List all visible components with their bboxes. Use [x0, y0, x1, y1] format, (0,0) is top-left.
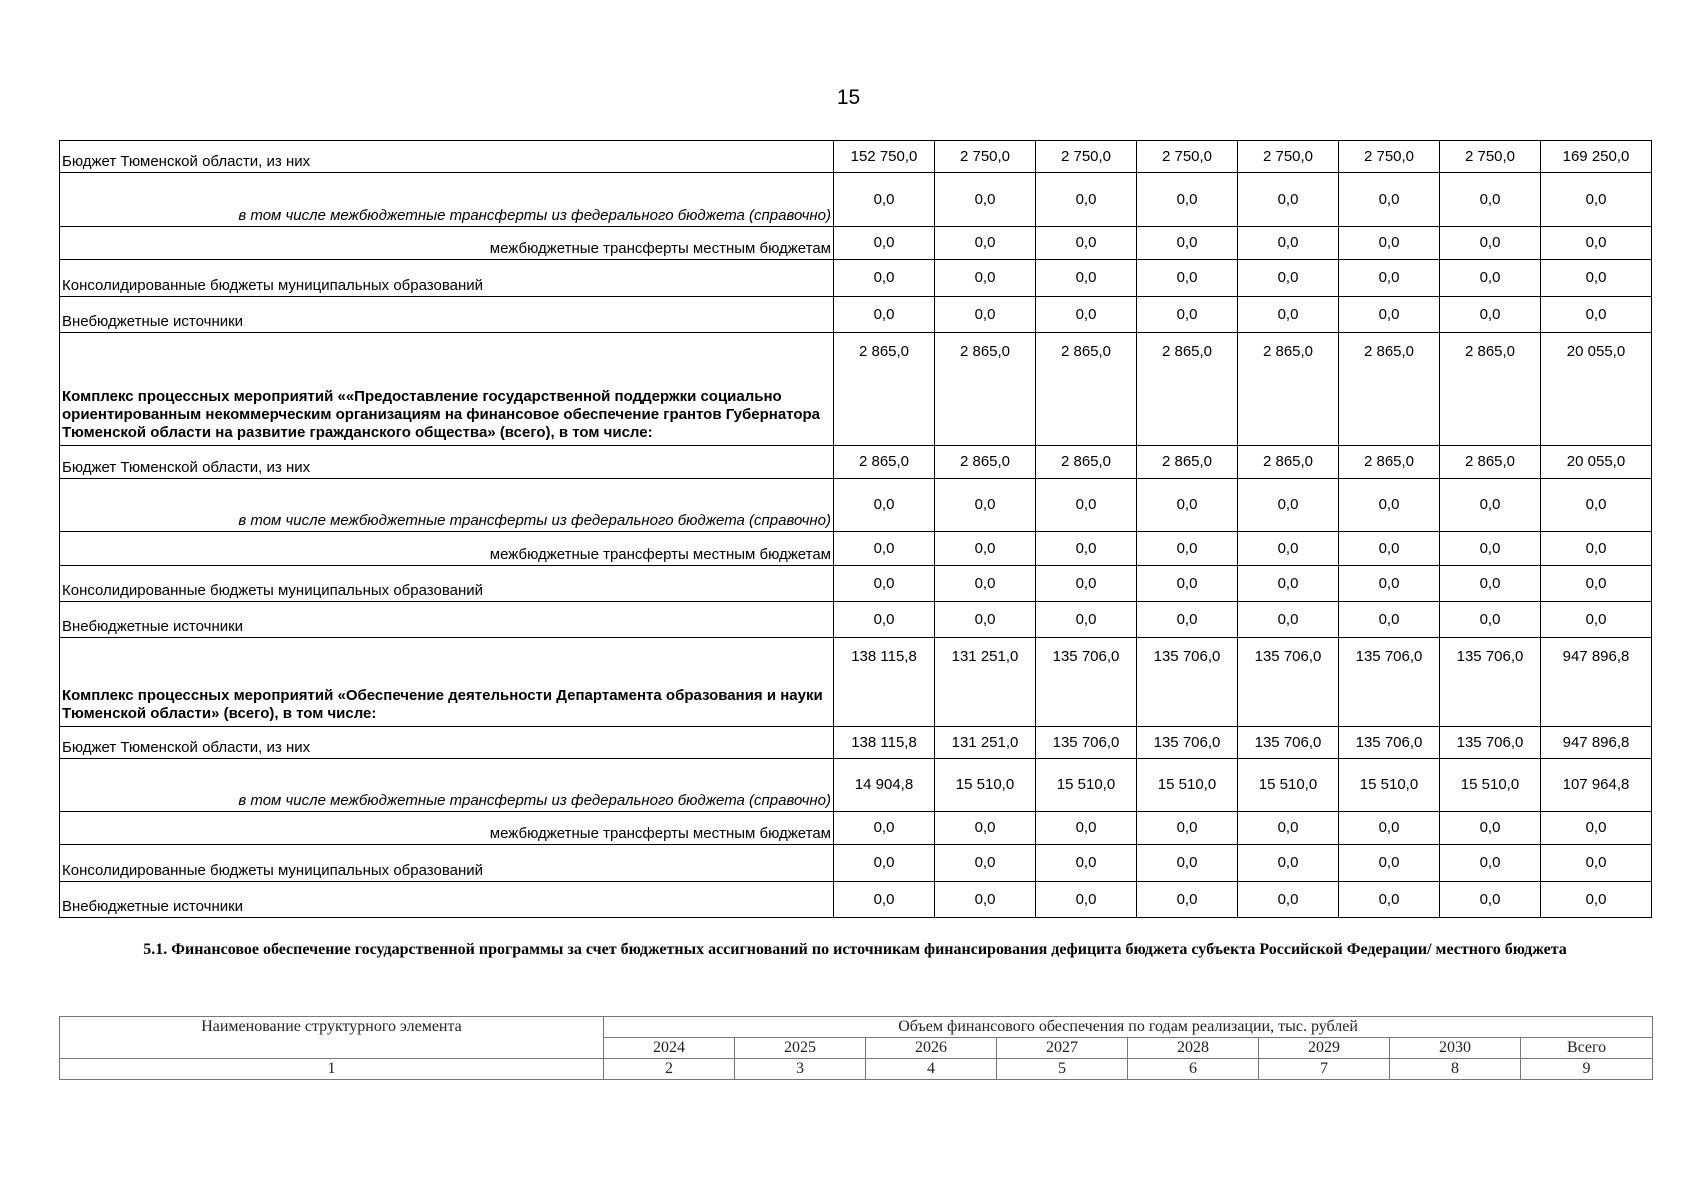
- row-year-value: 2 865,0: [1238, 333, 1339, 446]
- table-row: [60, 297, 1652, 333]
- row-year-value: 15 510,0: [1238, 759, 1339, 812]
- year-cell: 2030: [1390, 1038, 1521, 1059]
- row-year-value: 2 865,0: [1036, 446, 1137, 479]
- row-year-value: 0,0: [935, 227, 1036, 260]
- row-year-value: 0,0: [1238, 297, 1339, 333]
- table-row: [60, 532, 1652, 566]
- table-row: [60, 882, 1652, 918]
- row-year-value: 0,0: [1238, 882, 1339, 918]
- row-total-value: 947 896,8: [1541, 727, 1652, 759]
- row-year-value: 0,0: [1238, 532, 1339, 566]
- row-year-value: 0,0: [1137, 227, 1238, 260]
- row-label: Консолидированные бюджеты муниципальных образований: [60, 845, 834, 882]
- row-year-value: 0,0: [1440, 532, 1541, 566]
- row-label: в том числе межбюджетные трансферты из федерального бюджета (справочно): [60, 759, 834, 812]
- row-year-value: 0,0: [1339, 882, 1440, 918]
- row-year-value: 15 510,0: [935, 759, 1036, 812]
- table-row: [60, 227, 1652, 260]
- row-year-value: 0,0: [1036, 845, 1137, 882]
- row-year-value: 135 706,0: [1036, 727, 1137, 759]
- row-label: в том числе межбюджетные трансферты из федерального бюджета (справочно): [60, 173, 834, 227]
- row-year-value: 0,0: [935, 173, 1036, 227]
- row-year-value: 2 865,0: [1238, 446, 1339, 479]
- row-label: межбюджетные трансферты местным бюджетам: [60, 532, 834, 566]
- row-label: межбюджетные трансферты местным бюджетам: [60, 227, 834, 260]
- row-total-value: 0,0: [1541, 173, 1652, 227]
- row-label: Комплекс процессных мероприятий «Обеспечение деятельности Департамента образования и науки Тюменской области» (всего), в том числе:: [60, 638, 834, 727]
- row-year-value: 0,0: [935, 260, 1036, 297]
- number-cell: 7: [1259, 1059, 1390, 1080]
- row-year-value: 0,0: [935, 882, 1036, 918]
- row-year-value: 2 750,0: [1137, 141, 1238, 173]
- year-cell: 2028: [1128, 1038, 1259, 1059]
- year-cell: 2026: [866, 1038, 997, 1059]
- row-year-value: 0,0: [1238, 479, 1339, 532]
- volume-header: Объем финансового обеспечения по годам реализации, тыс. рублей: [604, 1017, 1653, 1038]
- row-year-value: 2 750,0: [935, 141, 1036, 173]
- row-year-value: 0,0: [1339, 173, 1440, 227]
- row-year-value: 0,0: [1339, 812, 1440, 845]
- row-year-value: 2 750,0: [1339, 141, 1440, 173]
- row-label: Внебюджетные источники: [60, 882, 834, 918]
- row-year-value: 0,0: [1339, 532, 1440, 566]
- row-year-value: 0,0: [935, 479, 1036, 532]
- row-year-value: 0,0: [834, 260, 935, 297]
- row-year-value: 0,0: [1339, 227, 1440, 260]
- table-row: [60, 812, 1652, 845]
- row-year-value: 0,0: [1137, 297, 1238, 333]
- header-row: [60, 1017, 1653, 1038]
- row-total-value: 0,0: [1541, 812, 1652, 845]
- row-year-value: 0,0: [1137, 882, 1238, 918]
- row-total-value: 947 896,8: [1541, 638, 1652, 727]
- row-year-value: 0,0: [1137, 260, 1238, 297]
- row-total-value: 0,0: [1541, 602, 1652, 638]
- row-year-value: 2 865,0: [1137, 333, 1238, 446]
- row-year-value: 0,0: [834, 845, 935, 882]
- row-year-value: 0,0: [834, 812, 935, 845]
- row-year-value: 0,0: [1238, 566, 1339, 602]
- number-cell: 2: [604, 1059, 735, 1080]
- table-row: [60, 141, 1652, 173]
- row-year-value: 2 750,0: [1238, 141, 1339, 173]
- row-year-value: 2 865,0: [1137, 446, 1238, 479]
- table-row: [60, 333, 1652, 446]
- row-year-value: 131 251,0: [935, 727, 1036, 759]
- row-year-value: 0,0: [1440, 812, 1541, 845]
- total-cell: Всего: [1521, 1038, 1653, 1059]
- row-year-value: 135 706,0: [1339, 638, 1440, 727]
- row-year-value: 0,0: [1036, 479, 1137, 532]
- number-cell: 5: [997, 1059, 1128, 1080]
- row-year-value: 2 865,0: [1036, 333, 1137, 446]
- row-year-value: 0,0: [935, 566, 1036, 602]
- row-label: Бюджет Тюменской области, из них: [60, 446, 834, 479]
- row-year-value: 2 865,0: [834, 333, 935, 446]
- row-year-value: 152 750,0: [834, 141, 935, 173]
- row-year-value: 135 706,0: [1137, 727, 1238, 759]
- row-year-value: 0,0: [935, 297, 1036, 333]
- row-year-value: 2 865,0: [935, 333, 1036, 446]
- row-year-value: 0,0: [1238, 227, 1339, 260]
- row-year-value: 0,0: [834, 173, 935, 227]
- row-total-value: 0,0: [1541, 882, 1652, 918]
- row-year-value: 0,0: [1036, 882, 1137, 918]
- row-total-value: 169 250,0: [1541, 141, 1652, 173]
- row-total-value: 20 055,0: [1541, 446, 1652, 479]
- row-year-value: 0,0: [834, 882, 935, 918]
- row-year-value: 0,0: [1440, 602, 1541, 638]
- row-year-value: 2 750,0: [1440, 141, 1541, 173]
- row-year-value: 2 750,0: [1036, 141, 1137, 173]
- row-year-value: 135 706,0: [1440, 638, 1541, 727]
- row-year-value: 2 865,0: [1339, 446, 1440, 479]
- row-total-value: 0,0: [1541, 260, 1652, 297]
- deficit-financing-table: [59, 1016, 1653, 1080]
- page-number: 15: [836, 86, 861, 109]
- row-year-value: 0,0: [935, 812, 1036, 845]
- row-year-value: 0,0: [1238, 602, 1339, 638]
- row-total-value: 20 055,0: [1541, 333, 1652, 446]
- row-total-value: 107 964,8: [1541, 759, 1652, 812]
- row-year-value: 0,0: [1238, 173, 1339, 227]
- row-year-value: 0,0: [1339, 479, 1440, 532]
- row-year-value: 0,0: [1238, 845, 1339, 882]
- row-year-value: 138 115,8: [834, 638, 935, 727]
- table-row: [60, 260, 1652, 297]
- row-year-value: 0,0: [834, 227, 935, 260]
- number-cell: 3: [735, 1059, 866, 1080]
- table-row: [60, 638, 1652, 727]
- row-label: Консолидированные бюджеты муниципальных образований: [60, 566, 834, 602]
- row-year-value: 0,0: [1036, 260, 1137, 297]
- row-year-value: 0,0: [1440, 882, 1541, 918]
- row-total-value: 0,0: [1541, 227, 1652, 260]
- row-year-value: 0,0: [834, 566, 935, 602]
- row-year-value: 0,0: [1238, 812, 1339, 845]
- row-year-value: 0,0: [935, 602, 1036, 638]
- row-label: Бюджет Тюменской области, из них: [60, 727, 834, 759]
- row-year-value: 0,0: [1137, 532, 1238, 566]
- row-year-value: 2 865,0: [834, 446, 935, 479]
- row-year-value: 135 706,0: [1137, 638, 1238, 727]
- row-year-value: 138 115,8: [834, 727, 935, 759]
- row-year-value: 131 251,0: [935, 638, 1036, 727]
- row-year-value: 0,0: [1238, 260, 1339, 297]
- row-year-value: 0,0: [834, 602, 935, 638]
- row-year-value: 0,0: [1339, 602, 1440, 638]
- row-year-value: 0,0: [1137, 566, 1238, 602]
- row-year-value: 0,0: [935, 845, 1036, 882]
- row-total-value: 0,0: [1541, 479, 1652, 532]
- row-year-value: 0,0: [1036, 532, 1137, 566]
- row-year-value: 0,0: [1339, 260, 1440, 297]
- row-year-value: 2 865,0: [1440, 446, 1541, 479]
- row-year-value: 0,0: [1440, 260, 1541, 297]
- row-year-value: 0,0: [1036, 566, 1137, 602]
- row-year-value: 135 706,0: [1238, 638, 1339, 727]
- year-cell: 2029: [1259, 1038, 1390, 1059]
- name-header: Наименование структурного элемента: [60, 1017, 604, 1059]
- row-year-value: 0,0: [1137, 845, 1238, 882]
- section-title: 5.1. Финансовое обеспечение государственной программы за счет бюджетных ассигнований по источникам финансирования дефицита бюджета субъекта Российской Федерации/ местного бюджета: [143, 941, 1567, 958]
- year-cell: 2024: [604, 1038, 735, 1059]
- row-label: в том числе межбюджетные трансферты из федерального бюджета (справочно): [60, 479, 834, 532]
- row-year-value: 0,0: [1036, 227, 1137, 260]
- table-row: [60, 727, 1652, 759]
- row-year-value: 0,0: [1036, 297, 1137, 333]
- row-year-value: 0,0: [1440, 566, 1541, 602]
- row-year-value: 135 706,0: [1339, 727, 1440, 759]
- row-year-value: 0,0: [935, 532, 1036, 566]
- row-year-value: 0,0: [1137, 602, 1238, 638]
- row-total-value: 0,0: [1541, 845, 1652, 882]
- row-year-value: 15 510,0: [1137, 759, 1238, 812]
- table-row: [60, 845, 1652, 882]
- number-cell: 1: [60, 1059, 604, 1080]
- table-row: [60, 566, 1652, 602]
- row-year-value: 2 865,0: [935, 446, 1036, 479]
- year-cell: 2027: [997, 1038, 1128, 1059]
- funding-table-body: [60, 141, 1652, 918]
- row-label: Бюджет Тюменской области, из них: [60, 141, 834, 173]
- row-year-value: 0,0: [1339, 297, 1440, 333]
- numbering-row: [60, 1059, 1653, 1080]
- table-row: [60, 602, 1652, 638]
- row-label: Внебюджетные источники: [60, 602, 834, 638]
- row-year-value: 0,0: [1137, 812, 1238, 845]
- row-total-value: 0,0: [1541, 532, 1652, 566]
- row-year-value: 135 706,0: [1440, 727, 1541, 759]
- row-year-value: 135 706,0: [1238, 727, 1339, 759]
- row-year-value: 0,0: [1339, 845, 1440, 882]
- row-year-value: 0,0: [1339, 566, 1440, 602]
- row-year-value: 15 510,0: [1036, 759, 1137, 812]
- row-year-value: 0,0: [1036, 173, 1137, 227]
- row-year-value: 0,0: [834, 532, 935, 566]
- number-cell: 8: [1390, 1059, 1521, 1080]
- row-total-value: 0,0: [1541, 297, 1652, 333]
- row-label: Внебюджетные источники: [60, 297, 834, 333]
- row-year-value: 15 510,0: [1440, 759, 1541, 812]
- row-year-value: 0,0: [1440, 845, 1541, 882]
- table-row: [60, 173, 1652, 227]
- funding-table: [59, 140, 1652, 918]
- row-year-value: 15 510,0: [1339, 759, 1440, 812]
- row-year-value: 0,0: [1440, 173, 1541, 227]
- number-cell: 9: [1521, 1059, 1653, 1080]
- row-year-value: 0,0: [1440, 297, 1541, 333]
- table-row: [60, 479, 1652, 532]
- row-year-value: 2 865,0: [1339, 333, 1440, 446]
- row-year-value: 0,0: [1036, 602, 1137, 638]
- row-year-value: 0,0: [1440, 479, 1541, 532]
- row-year-value: 0,0: [834, 297, 935, 333]
- row-year-value: 14 904,8: [834, 759, 935, 812]
- row-year-value: 135 706,0: [1036, 638, 1137, 727]
- row-year-value: 0,0: [1440, 227, 1541, 260]
- row-year-value: 0,0: [1137, 173, 1238, 227]
- row-label: межбюджетные трансферты местным бюджетам: [60, 812, 834, 845]
- row-total-value: 0,0: [1541, 566, 1652, 602]
- number-cell: 4: [866, 1059, 997, 1080]
- row-year-value: 0,0: [834, 479, 935, 532]
- row-year-value: 2 865,0: [1440, 333, 1541, 446]
- row-year-value: 0,0: [1137, 479, 1238, 532]
- year-cell: 2025: [735, 1038, 866, 1059]
- table-row: [60, 446, 1652, 479]
- row-label: Комплекс процессных мероприятий ««Предоставление государственной поддержки социально ориентированным некоммерческим организациям на финансовое обеспечение грантов Губернатора Тюменской области на развитие гражданского общества» (всего), в том числе:: [60, 333, 834, 446]
- row-year-value: 0,0: [1036, 812, 1137, 845]
- table-row: [60, 759, 1652, 812]
- row-label: Консолидированные бюджеты муниципальных образований: [60, 260, 834, 297]
- number-cell: 6: [1128, 1059, 1259, 1080]
